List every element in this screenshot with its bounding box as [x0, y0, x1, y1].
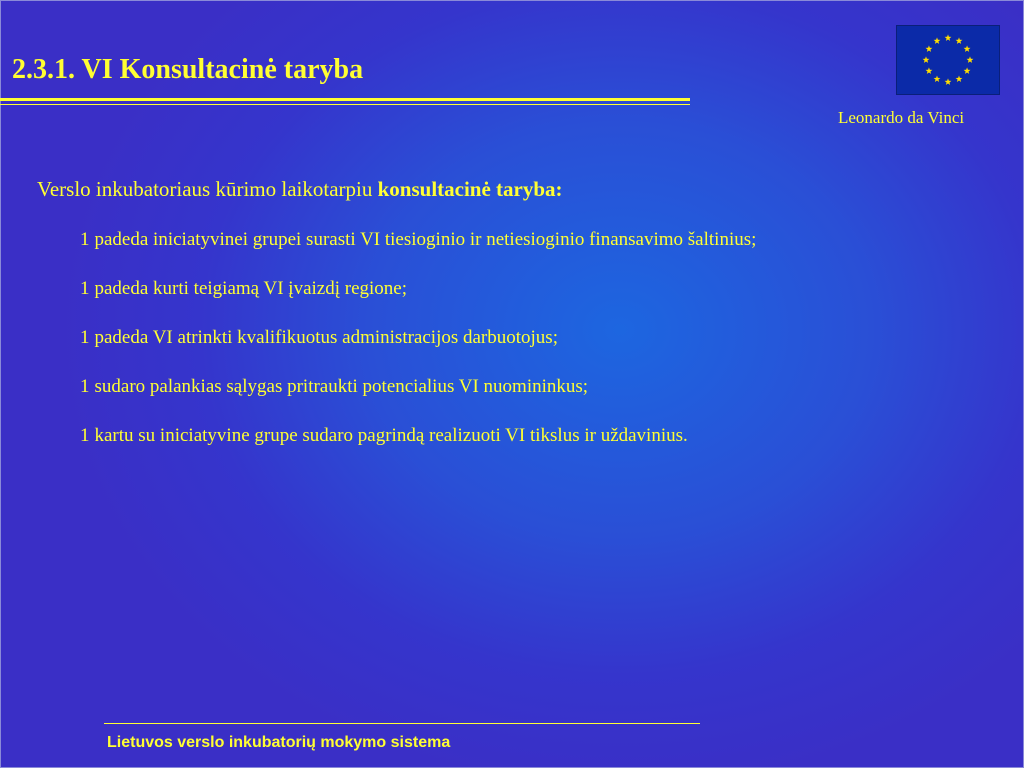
flag-star	[926, 45, 933, 52]
flag-star	[945, 78, 952, 85]
bullet-marker: 1	[80, 425, 90, 446]
bullet-marker: 1	[80, 229, 90, 250]
lead-paragraph	[37, 174, 797, 204]
bullet-text: padeda kurti teigiamą VI įvaizdį regione;	[94, 278, 408, 299]
bullet-text: padeda iniciatyvinei grupei surasti VI tiesioginio ir netiesioginio finansavimo šaltinius;	[94, 229, 757, 250]
list-item	[80, 420, 826, 451]
eu-flag-icon	[896, 25, 1000, 95]
list-item	[80, 371, 826, 402]
footer-text: Lietuvos verslo inkubatorių mokymo sistema	[107, 734, 451, 751]
list-item	[80, 224, 826, 255]
bullet-text: sudaro palankias sąlygas pritraukti potencialius VI nuomininkus;	[94, 376, 589, 397]
bullet-text: padeda VI atrinkti kvalifikuotus administracijos darbuotojus;	[94, 327, 558, 348]
list-item	[80, 322, 826, 353]
flag-star	[923, 56, 930, 63]
slide-title: 2.3.1. VI Konsultacinė taryba	[12, 54, 364, 85]
flag-star	[945, 34, 952, 41]
title-underline	[0, 98, 690, 101]
flag-star	[967, 56, 974, 63]
lead-text: Verslo inkubatoriaus kūrimo laikotarpiu	[37, 177, 378, 201]
flag-star	[934, 75, 941, 82]
footer-rule	[104, 723, 700, 724]
flag-star	[956, 75, 963, 82]
bullet-text: kartu su iniciatyvine grupe sudaro pagrindą realizuoti VI tikslus ir uždavinius.	[94, 425, 688, 446]
title-underline-thin	[0, 104, 690, 105]
program-label: Leonardo da Vinci	[838, 108, 965, 127]
flag-star	[964, 67, 971, 74]
bullet-marker: 1	[80, 376, 90, 397]
flag-star	[964, 45, 971, 52]
flag-star	[956, 37, 963, 44]
flag-star	[934, 37, 941, 44]
lead-bold-text: konsultacinė taryba:	[377, 177, 563, 201]
bullet-list	[80, 224, 826, 469]
list-item	[80, 273, 826, 304]
flag-star	[926, 67, 933, 74]
bullet-marker: 1	[80, 278, 90, 299]
bullet-marker: 1	[80, 327, 90, 348]
